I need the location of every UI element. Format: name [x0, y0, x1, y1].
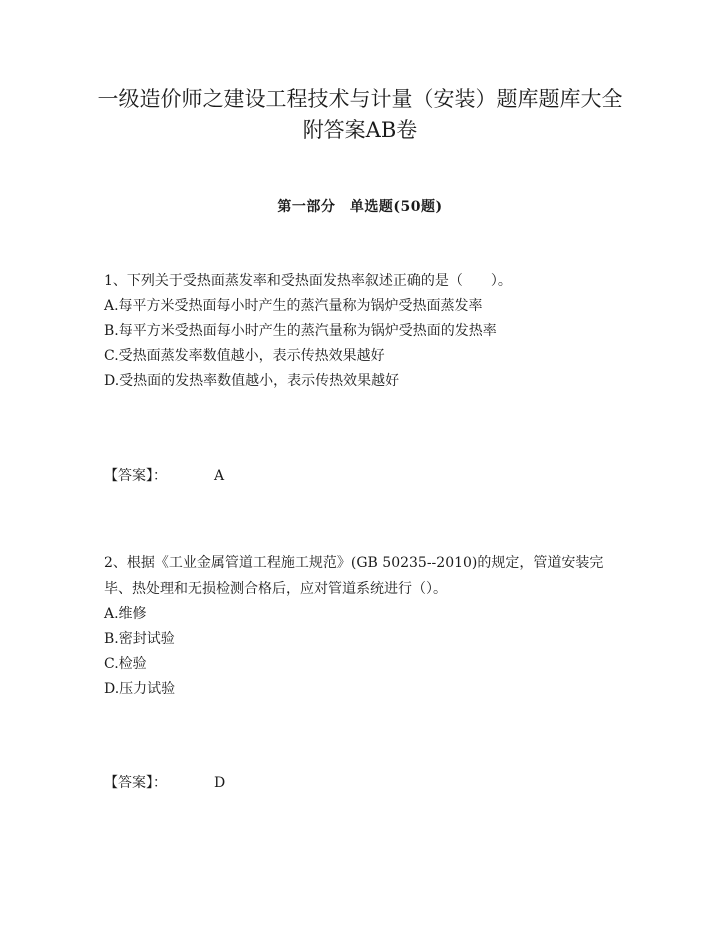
option-b: B.密封试验	[104, 631, 175, 647]
option-d: D.受热面的发热率数值越小，表示传热效果越好	[104, 373, 400, 389]
answer-label: 【答案】：	[104, 775, 167, 791]
option-c: C.受热面蒸发率数值越小，表示传热效果越好	[104, 348, 385, 364]
question-1	[104, 268, 624, 394]
option-a: A.维修	[104, 606, 147, 622]
section-heading: 第一部分 单选题(50题)	[277, 199, 443, 215]
question-2	[104, 550, 624, 702]
option-b: B.每平方米受热面每小时产生的蒸汽量称为锅炉受热面的发热率	[104, 323, 497, 339]
question-stem: 2、根据《工业金属管道工程施工规范》(GB 50235--2010)的规定，管道安装完毕、热处理和无损检测合格后，应对管道系统进行（）。	[104, 555, 604, 597]
question-stem: 1、下列关于受热面蒸发率和受热面发热率叙述正确的是（ ）。	[104, 273, 512, 289]
answer-value: A	[214, 468, 225, 484]
option-a: A.每平方米受热面每小时产生的蒸汽量称为锅炉受热面蒸发率	[104, 298, 483, 314]
answer-label: 【答案】：	[104, 468, 167, 484]
answer-1	[104, 466, 224, 486]
option-c: C.检验	[104, 656, 147, 672]
answer-2	[104, 773, 225, 793]
answer-value: D	[214, 775, 226, 791]
option-d: D.压力试验	[104, 681, 176, 697]
document-title: 一级造价师之建设工程技术与计量（安装）题库题库大全附答案AB卷	[97, 87, 623, 142]
